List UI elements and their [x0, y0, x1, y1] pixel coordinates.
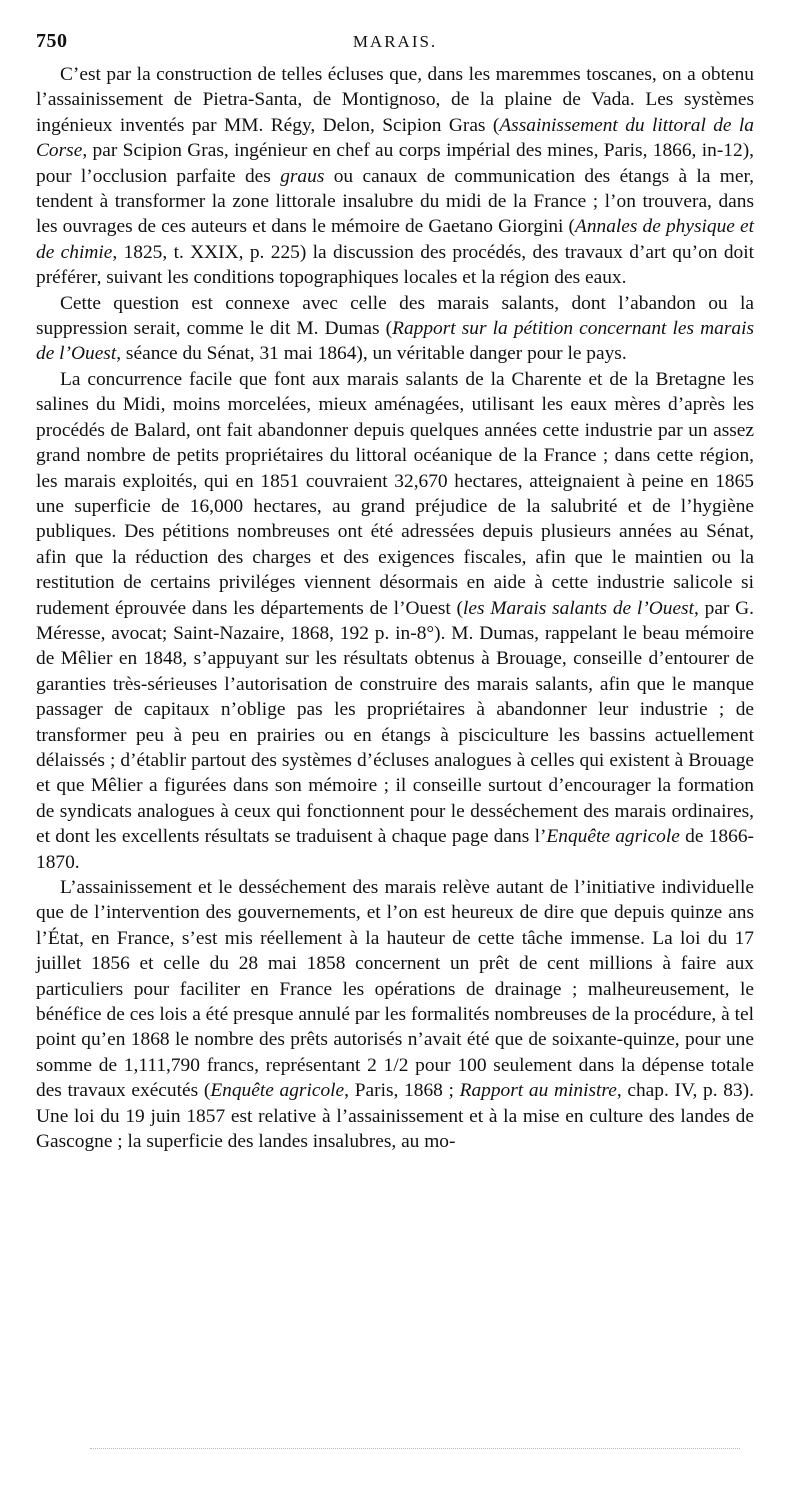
text-run: , 1825, t. XXIX, p. 225) la discussion des procédés, des travaux d’art qu’on doit préférer, suivant les conditions topographiques locales et la région des eaux.: [36, 241, 754, 289]
running-title: MARAIS.: [352, 32, 438, 51]
paragraph-1: [36, 62, 754, 291]
text-run: Cette question est connexe avec celle des marais salants, dont l’abandon ou la suppression serait, comme le dit M. Dumas (: [36, 292, 754, 340]
text-run: La concurrence facile que font aux marais salants de la Charente et de la Bretagne les salines du Midi, moins morcelées, mieux aménagées, utilisant les eaux mères d’après les procédés de Balard, ont fait abandonner depuis quelques années cette industrie par un assez grand nombre de petits propriétaires du littoral océanique de la France ; dans cette région, les marais exploités, qui en 1851 couvraient 32,670 hectares, atteignaient à peine en 1865 une superficie de 16,000 hectares, au grand préjudice de la salubrité et de l’hygiène publiques. Des pétitions nombreuses ont été adressées depuis plusieurs années au Sénat, afin que la réduction des charges et des exigences fiscales, afin que le maintien ou la restitution de certains priviléges viennent désormais en aide à cette industrie salicole si rudement éprouvée dans les départements de l’Ouest (: [36, 368, 754, 619]
text-run: , par Scipion Gras, ingénieur en chef au corps impérial des mines, Paris, 1866, in-12), pour l’occlusion parfaite des: [36, 140, 754, 187]
italic-citation: Assainissement du littoral de la Corse: [36, 114, 754, 162]
page-number: 750: [36, 30, 68, 52]
paragraph-3: [36, 367, 754, 875]
text-run: , chap. IV, p. 83). Une loi du 19 juin 1857 est relative à l’assainissement et à la mise en culture des landes de Gascogne ; la superficie des landes insalubres, au mo-: [36, 1080, 754, 1153]
text-run: , Paris, 1868 ;: [344, 1080, 460, 1102]
italic-citation: Annales de physique et de chimie: [36, 216, 754, 263]
paragraph-2: [36, 291, 754, 367]
paragraph-4: [36, 875, 754, 1154]
italic-citation: les Marais salants de l’Ouest: [463, 597, 694, 619]
page-header: [36, 30, 754, 60]
footer-scan-artifact: [90, 1448, 740, 1451]
italic-citation: graus: [280, 165, 325, 187]
text-run: , par G. Méresse, avocat; Saint-Nazaire, 1868, 192 p. in-8°). M. Dumas, rappelant le beau mémoire de Mêlier en 1848, s’appuyant sur les résultats obtenus à Brouage, conseille d’entourer de garanties très-sérieuses l’autorisation de construire des marais salants, afin que le manque passager de capitaux n’oblige pas les propriétaires à abandonner leur industrie ; de transformer peu à peu en prairies ou en étangs à pisciculture les bassins actuellement délaissés ; d’établir partout des systèmes d’écluses analogues à celles qui existent à Brouage et que Mêlier a figurées dans son mémoire ; il conseille surtout d’encourager la formation de syndicats analogues à ceux qui fonctionnent pour le desséchement des marais ordinaires, et dont les excellents résultats se traduisent à chaque page dans l’: [36, 597, 755, 848]
text-run: C’est par la construction de telles écluses que, dans les maremmes toscanes, on a obtenu l’assainissement de Pietra-Santa, de Montignoso, de la plaine de Vada. Les systèmes ingénieux inventés par MM. Régy, Delon, Scipion Gras (: [36, 64, 754, 136]
text-run: de 1866-1870.: [36, 826, 754, 873]
text-run: L’assainissement et le desséchement des marais relève autant de l’initiative individuelle que de l’intervention des gouvernements, et l’on est heureux de dire que depuis quinze ans l’État, en France, s’est mis réellement à la hauteur de cette tâche immense. La loi du 17 juillet 1856 et celle du 28 mai 1858 concernent un prêt de cent millions à faire aux particuliers pour faciliter en France les opérations de drainage ; malheureusement, le bénéfice de ces lois a été presque annulé par les formalités nombreuses de la procédure, à tel point qu’en 1868 le nombre des prêts autorisés n’avait été que de soixante-quinze, pour une somme de 1,111,790 francs, représentant 2 1/2 pour 100 seulement dans la dépense totale des travaux exécutés (: [36, 877, 754, 1102]
text-run: ou canaux de communication des étangs à la mer, tendent à transformer la zone littorale insalubre du midi de la France ; l’on trouvera, dans les ouvrages de ces auteurs et dans le mémoire de Gaetano Giorgini (: [36, 165, 754, 238]
italic-citation: Rapport sur la pétition concernant les marais de l’Ouest: [36, 318, 755, 365]
italic-citation: Enquête agricole: [546, 826, 680, 848]
text-run: , séance du Sénat, 31 mai 1864), un véritable danger pour le pays.: [116, 343, 627, 365]
italic-citation: Enquête agricole: [210, 1080, 345, 1102]
body-text: [36, 62, 754, 1154]
italic-citation: Rapport au ministre: [459, 1080, 617, 1102]
